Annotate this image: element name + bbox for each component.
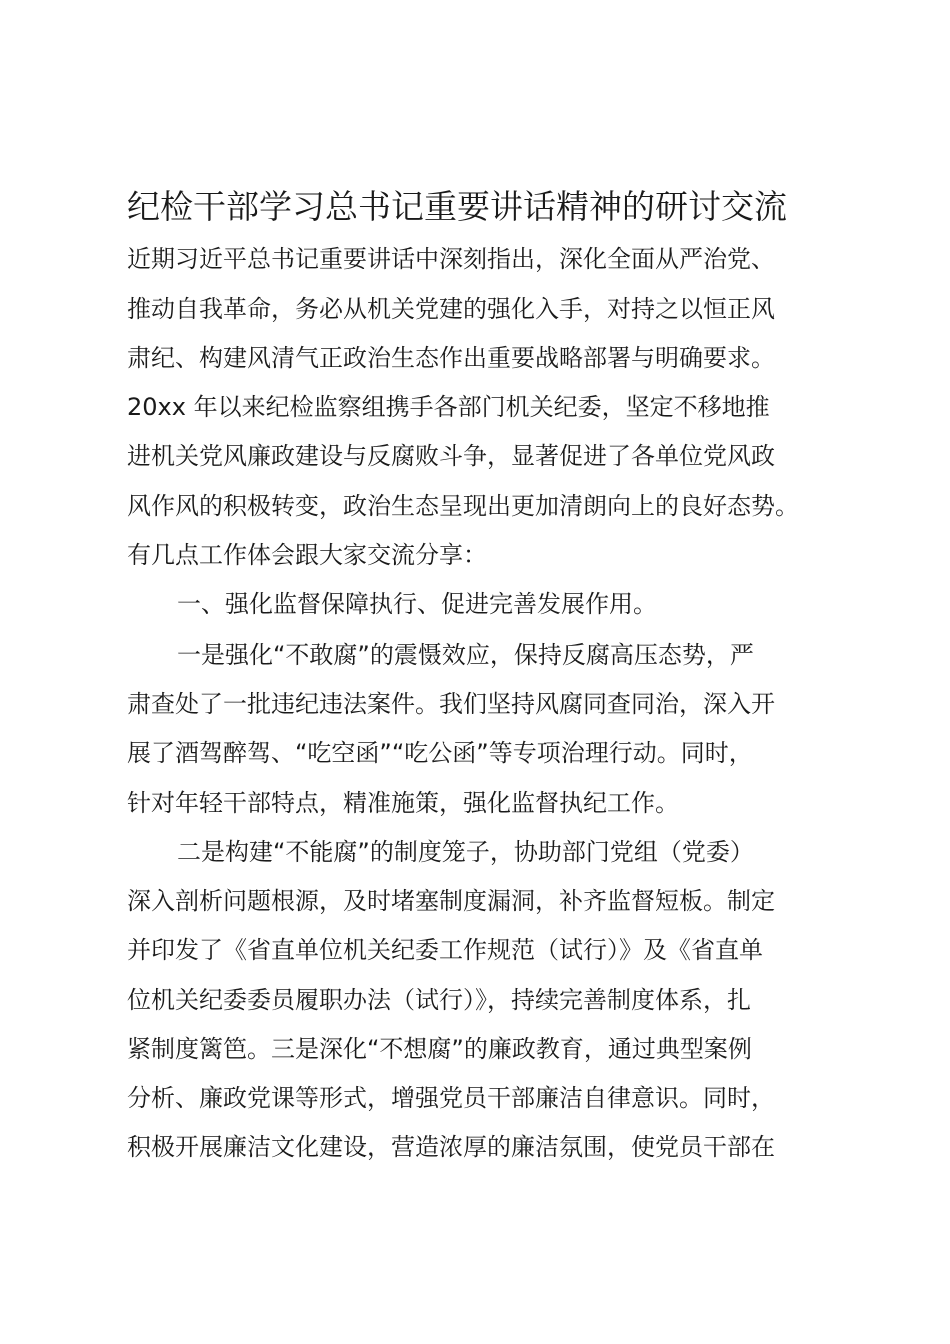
body-line: 针对年轻干部特点，精准施策，强化监督执纪工作。 <box>127 789 679 817</box>
body-line: 风作风的积极转变，政治生态呈现出更加清朗向上的良好态势。 <box>127 492 799 520</box>
body-line: 积极开展廉洁文化建设，营造浓厚的廉洁氛围，使党员干部在 <box>127 1133 775 1161</box>
body-line: 位机关纪委委员履职办法（试行）》，持续完善制度体系，扎 <box>127 986 751 1014</box>
body-line: 并印发了《省直单位机关纪委工作规范（试行）》及《省直单 <box>127 936 763 964</box>
body-line: 深入剖析问题根源，及时堵塞制度漏洞，补齐监督短板。制定 <box>127 887 775 915</box>
body-line: 肃纪、构建风清气正政治生态作出重要战略部署与明确要求。 <box>127 344 775 372</box>
section-heading: 一、强化监督保障执行、促进完善发展作用。 <box>177 590 657 618</box>
body-line: 紧制度篱笆。三是深化“不想腐”的廉政教育，通过典型案例 <box>127 1035 752 1063</box>
body-line: 展了酒驾醉驾、“吃空函”“吃公函”等专项治理行动。同时， <box>127 739 753 767</box>
body-line: 近期习近平总书记重要讲话中深刻指出，深化全面从严治党、 <box>127 245 775 273</box>
body-line: 推动自我革命，务必从机关党建的强化入手，对持之以恒正风 <box>127 295 775 323</box>
body-line: 20xx 年以来纪检监察组携手各部门机关纪委，坚定不移地推 <box>127 393 770 421</box>
document-title: 纪检干部学习总书记重要讲话精神的研讨交流 <box>127 187 787 226</box>
body-line: 进机关党风廉政建设与反腐败斗争，显著促进了各单位党风政 <box>127 442 775 470</box>
body-line: 有几点工作体会跟大家交流分享： <box>127 541 487 569</box>
body-line: 肃查处了一批违纪违法案件。我们坚持风腐同查同治，深入开 <box>127 690 775 718</box>
body-line: 分析、廉政党课等形式，增强党员干部廉洁自律意识。同时， <box>127 1084 775 1112</box>
body-line: 二是构建“不能腐”的制度笼子，协助部门党组（党委） <box>177 838 754 866</box>
body-line: 一是强化“不敢腐”的震慑效应，保持反腐高压态势，严 <box>177 641 754 669</box>
